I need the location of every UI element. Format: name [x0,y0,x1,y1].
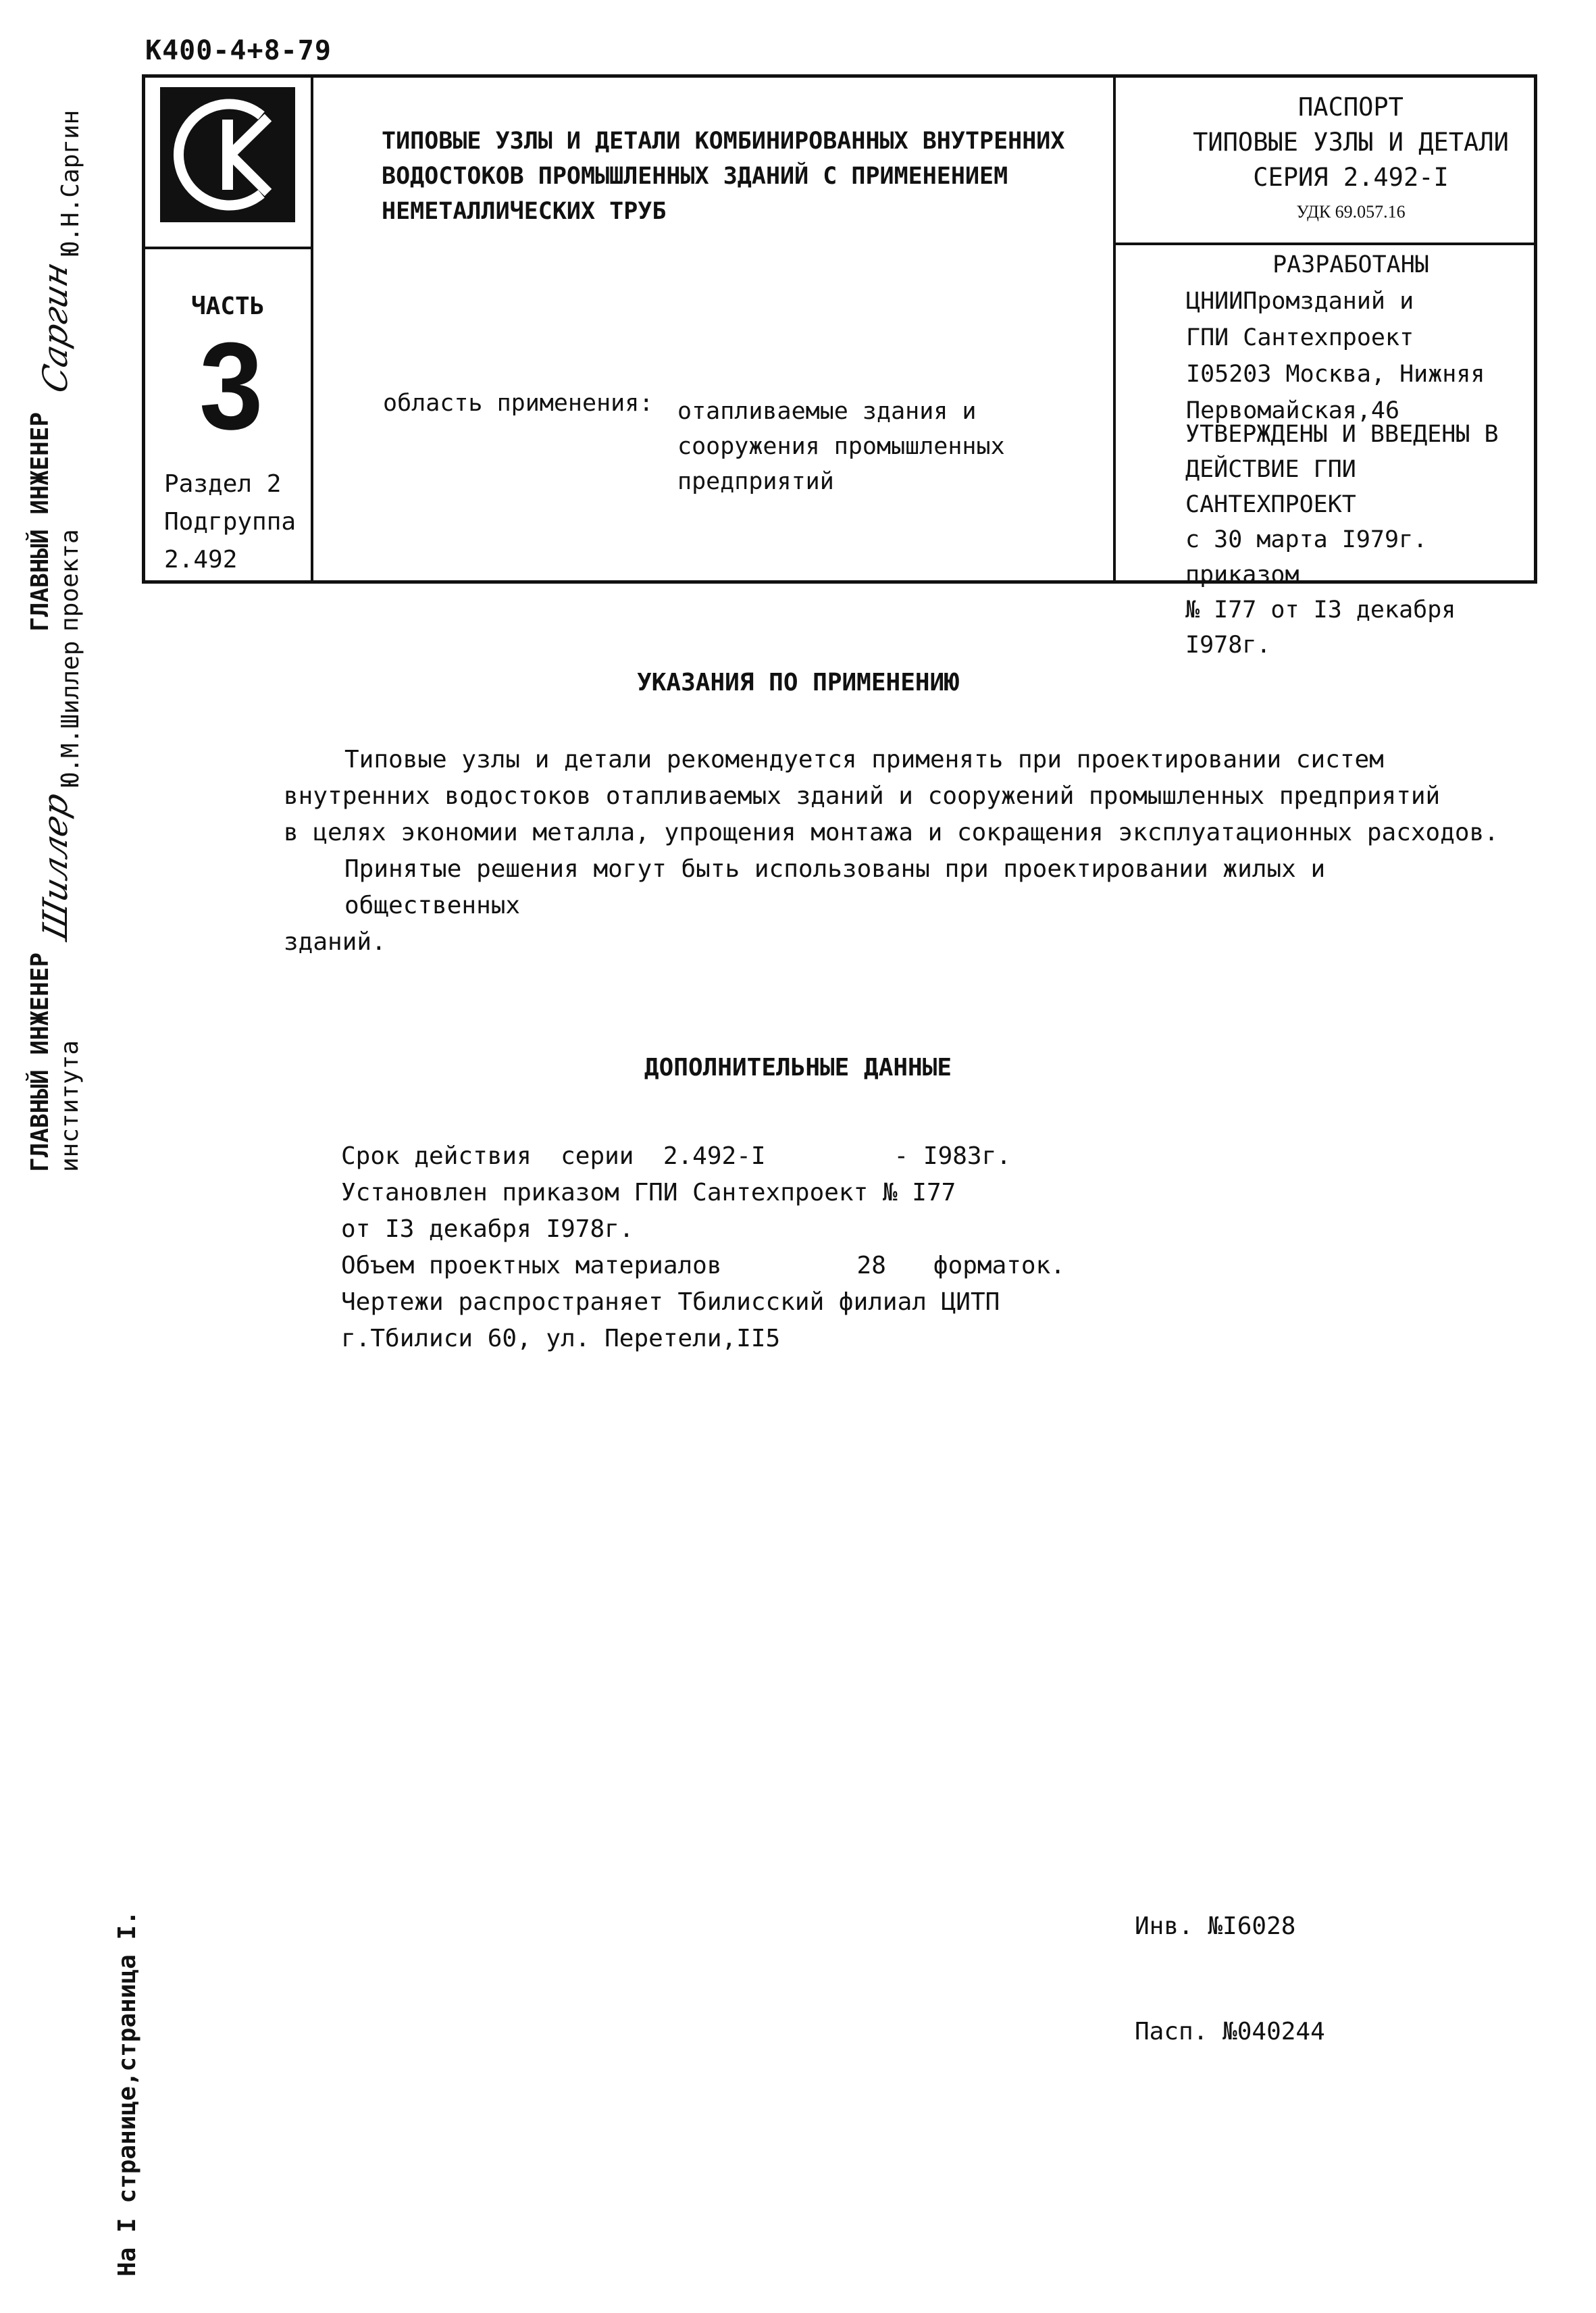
passport-line: ТИПОВЫЕ УЗЛЫ И ДЕТАЛИ [1193,128,1509,157]
address-line: г.Тбилиси 60, ул. Перетели,II5 [341,1325,781,1352]
instructions-line: в целях экономии металла, упрощения монтажа и сокращения эксплуатационных расходов. [284,819,1499,846]
developed-line: I05203 Москва, Нижняя [1186,361,1485,388]
approved-block [1185,417,1534,663]
document-title [382,124,1185,229]
sidebar-role-line: проекта [56,529,84,632]
passport-line: ПАСПОРТ [1298,93,1404,122]
title-block [142,74,1537,659]
scope-label: область применения: [383,390,654,417]
sidebar-role-line: ГЛАВНЫЙ ИНЖЕНЕР [26,411,54,632]
sidebar-person-name: Ю.Н.Саргин [56,109,84,257]
title-line: НЕМЕТАЛЛИЧЕСКИХ ТРУБ [382,198,667,225]
developed-line: ЦНИИПромзданий и [1186,288,1414,315]
distribution-line: Чертежи распространяет Тбилисский филиал ЦИТП [341,1288,1000,1316]
page-note: На I странице,страница I. [113,1910,141,2277]
section-info [164,465,296,579]
sk-logo [160,87,295,222]
sidebar-chief-project [26,110,85,632]
sk-logo-mark [160,87,295,222]
sidebar-role-line: ГЛАВНЫЙ ИНЖЕНЕР [26,952,54,1172]
part-label: ЧАСТЬ [191,293,265,320]
developed-label: РАЗРАБОТАНЫ [1272,251,1429,278]
signature-sargin: Саргин [36,257,75,397]
volume-label: Объем проектных материалов [341,1252,722,1279]
passport-line: СЕРИЯ 2.492-I [1253,163,1449,192]
signature-shiller: Шиллер [36,788,75,944]
additional-heading: ДОПОЛНИТЕЛЬНЫЕ ДАННЫЕ [644,1054,952,1082]
instructions-line: внутренних водостоков отапливаемых зданий и сооружений промышленных предприятий [284,782,1441,810]
volume-unit: форматок. [933,1252,1065,1279]
approved-line: с 30 марта I979г. приказом [1185,526,1428,588]
instructions-line: зданий. [284,928,386,956]
validity-label: Срок действия серии 2.492-I [341,1142,766,1170]
document-code: К400-4+8-79 [145,35,332,66]
sidebar-chief-institute [26,641,85,1172]
instructions-heading: УКАЗАНИЯ ПО ПРИМЕНЕНИЮ [637,669,959,696]
scope-line: отапливаемые здания и [677,398,977,425]
instructions-body [284,742,1513,961]
sidebar-person-name: Ю.М.Шиллер [56,640,84,788]
developed-line: ГПИ Сантехпроект [1186,324,1414,351]
title-line: ВОДОСТОКОВ ПРОМЫШЛЕННЫХ ЗДАНИЙ С ПРИМЕНЕНИЕМ [382,163,1008,190]
developed-line: Первомайская,46 [1186,397,1400,424]
approved-line: № I77 от I3 декабря I978г. [1185,596,1456,659]
section-label: Раздел 2 [164,470,282,498]
approved-line: ДЕЙСТВИЕ ГПИ САНТЕХПРОЕКТ [1185,456,1356,518]
subgroup-value: 2.492 [164,546,238,574]
title-line: ТИПОВЫЕ УЗЛЫ И ДЕТАЛИ КОМБИНИРОВАННЫХ ВНУТРЕННИХ [382,128,1065,155]
passport-number: Пасп. №040244 [1135,2018,1325,2045]
sidebar-role-line: института [56,1040,84,1172]
validity-value: - I983г. [894,1142,1011,1170]
developed-block [1162,247,1540,429]
inventory-block [1135,1839,1325,2085]
passport-block [1162,90,1540,195]
established-date: от I3 декабря I978г. [341,1215,634,1243]
instructions-line: Принятые решения могут быть использованы при проектировании жилых и общественных [344,855,1326,919]
scope-line: сооружения промышленных [677,433,1005,460]
additional-data [341,1138,1065,1357]
volume-value: 28 [856,1252,886,1279]
subgroup-label: Подгруппа [164,508,297,536]
scope-line: предприятий [677,468,834,495]
approved-line: УТВЕРЖДЕНЫ И ВВЕДЕНЫ В [1185,421,1499,448]
established-line: Установлен приказом ГПИ Сантехпроект № I77 [341,1179,956,1206]
part-number: 3 [199,317,263,456]
instructions-line: Типовые узлы и детали рекомендуется применять при проектировании систем [344,746,1384,773]
inventory-number: Инв. №I6028 [1135,1912,1296,1940]
udk-code: УДК 69.057.16 [1296,202,1406,222]
scope-value [677,394,1005,499]
